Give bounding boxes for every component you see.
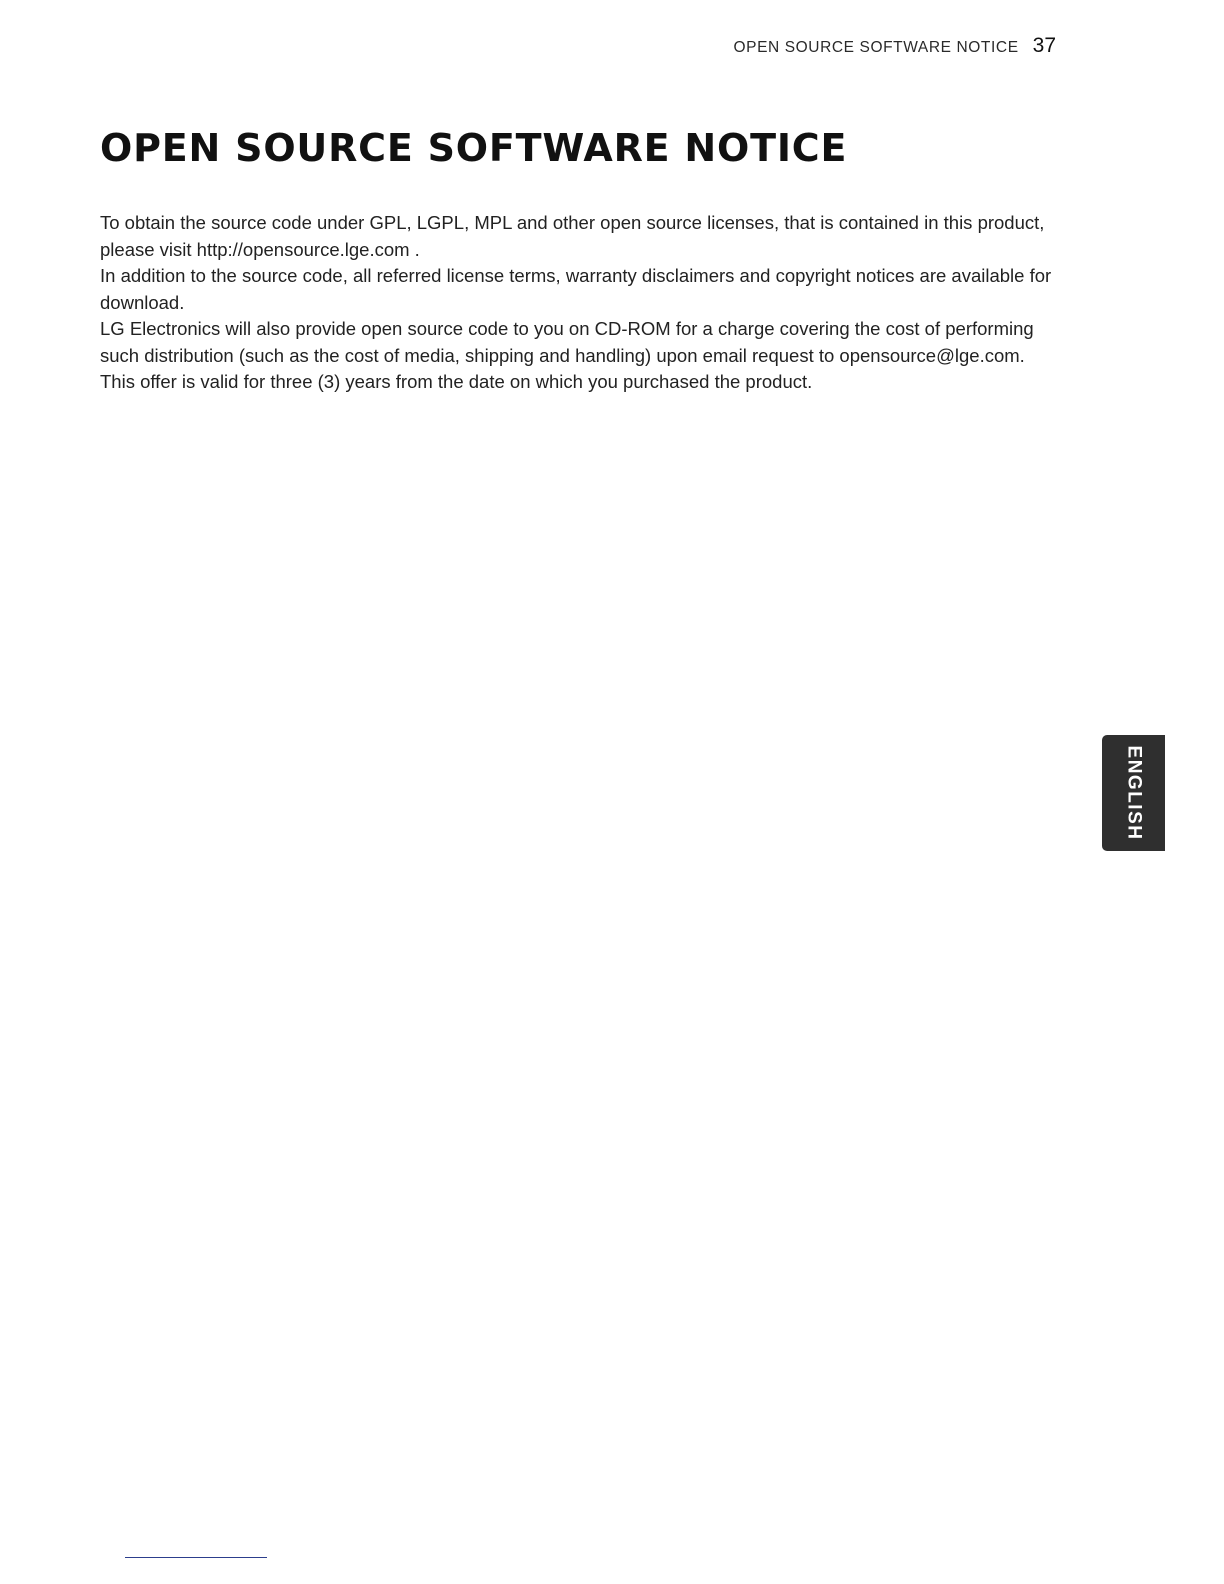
page-number: 37 [1032,34,1056,57]
page-title: OPEN SOURCE SOFTWARE NOTICE [100,126,848,170]
paragraph-source-code: To obtain the source code under GPL, LGPL, MPL and other open source licenses, that is contained in this product, please visit http://opensource.lge.com . [100,212,1045,260]
paragraph-cd-rom-offer: LG Electronics will also provide open source code to you on CD-ROM for a charge covering the cost of performing such distribution (such as the cost of media, shipping and handling) upon email request to opensource@lge.com. This offer is valid for three (3) years from the date on which you purchased the product. [100,318,1034,392]
header-section-title: OPEN SOURCE SOFTWARE NOTICE [733,39,1019,56]
language-tab [1102,735,1165,851]
paragraph-license-terms: In addition to the source code, all referred license terms, warranty disclaimers and copyright notices are available for download. [100,265,1052,313]
running-header [733,34,1056,58]
notice-body [100,210,1060,396]
footer-rule [125,1557,267,1558]
language-tab-label: ENGLISH [1123,745,1145,841]
